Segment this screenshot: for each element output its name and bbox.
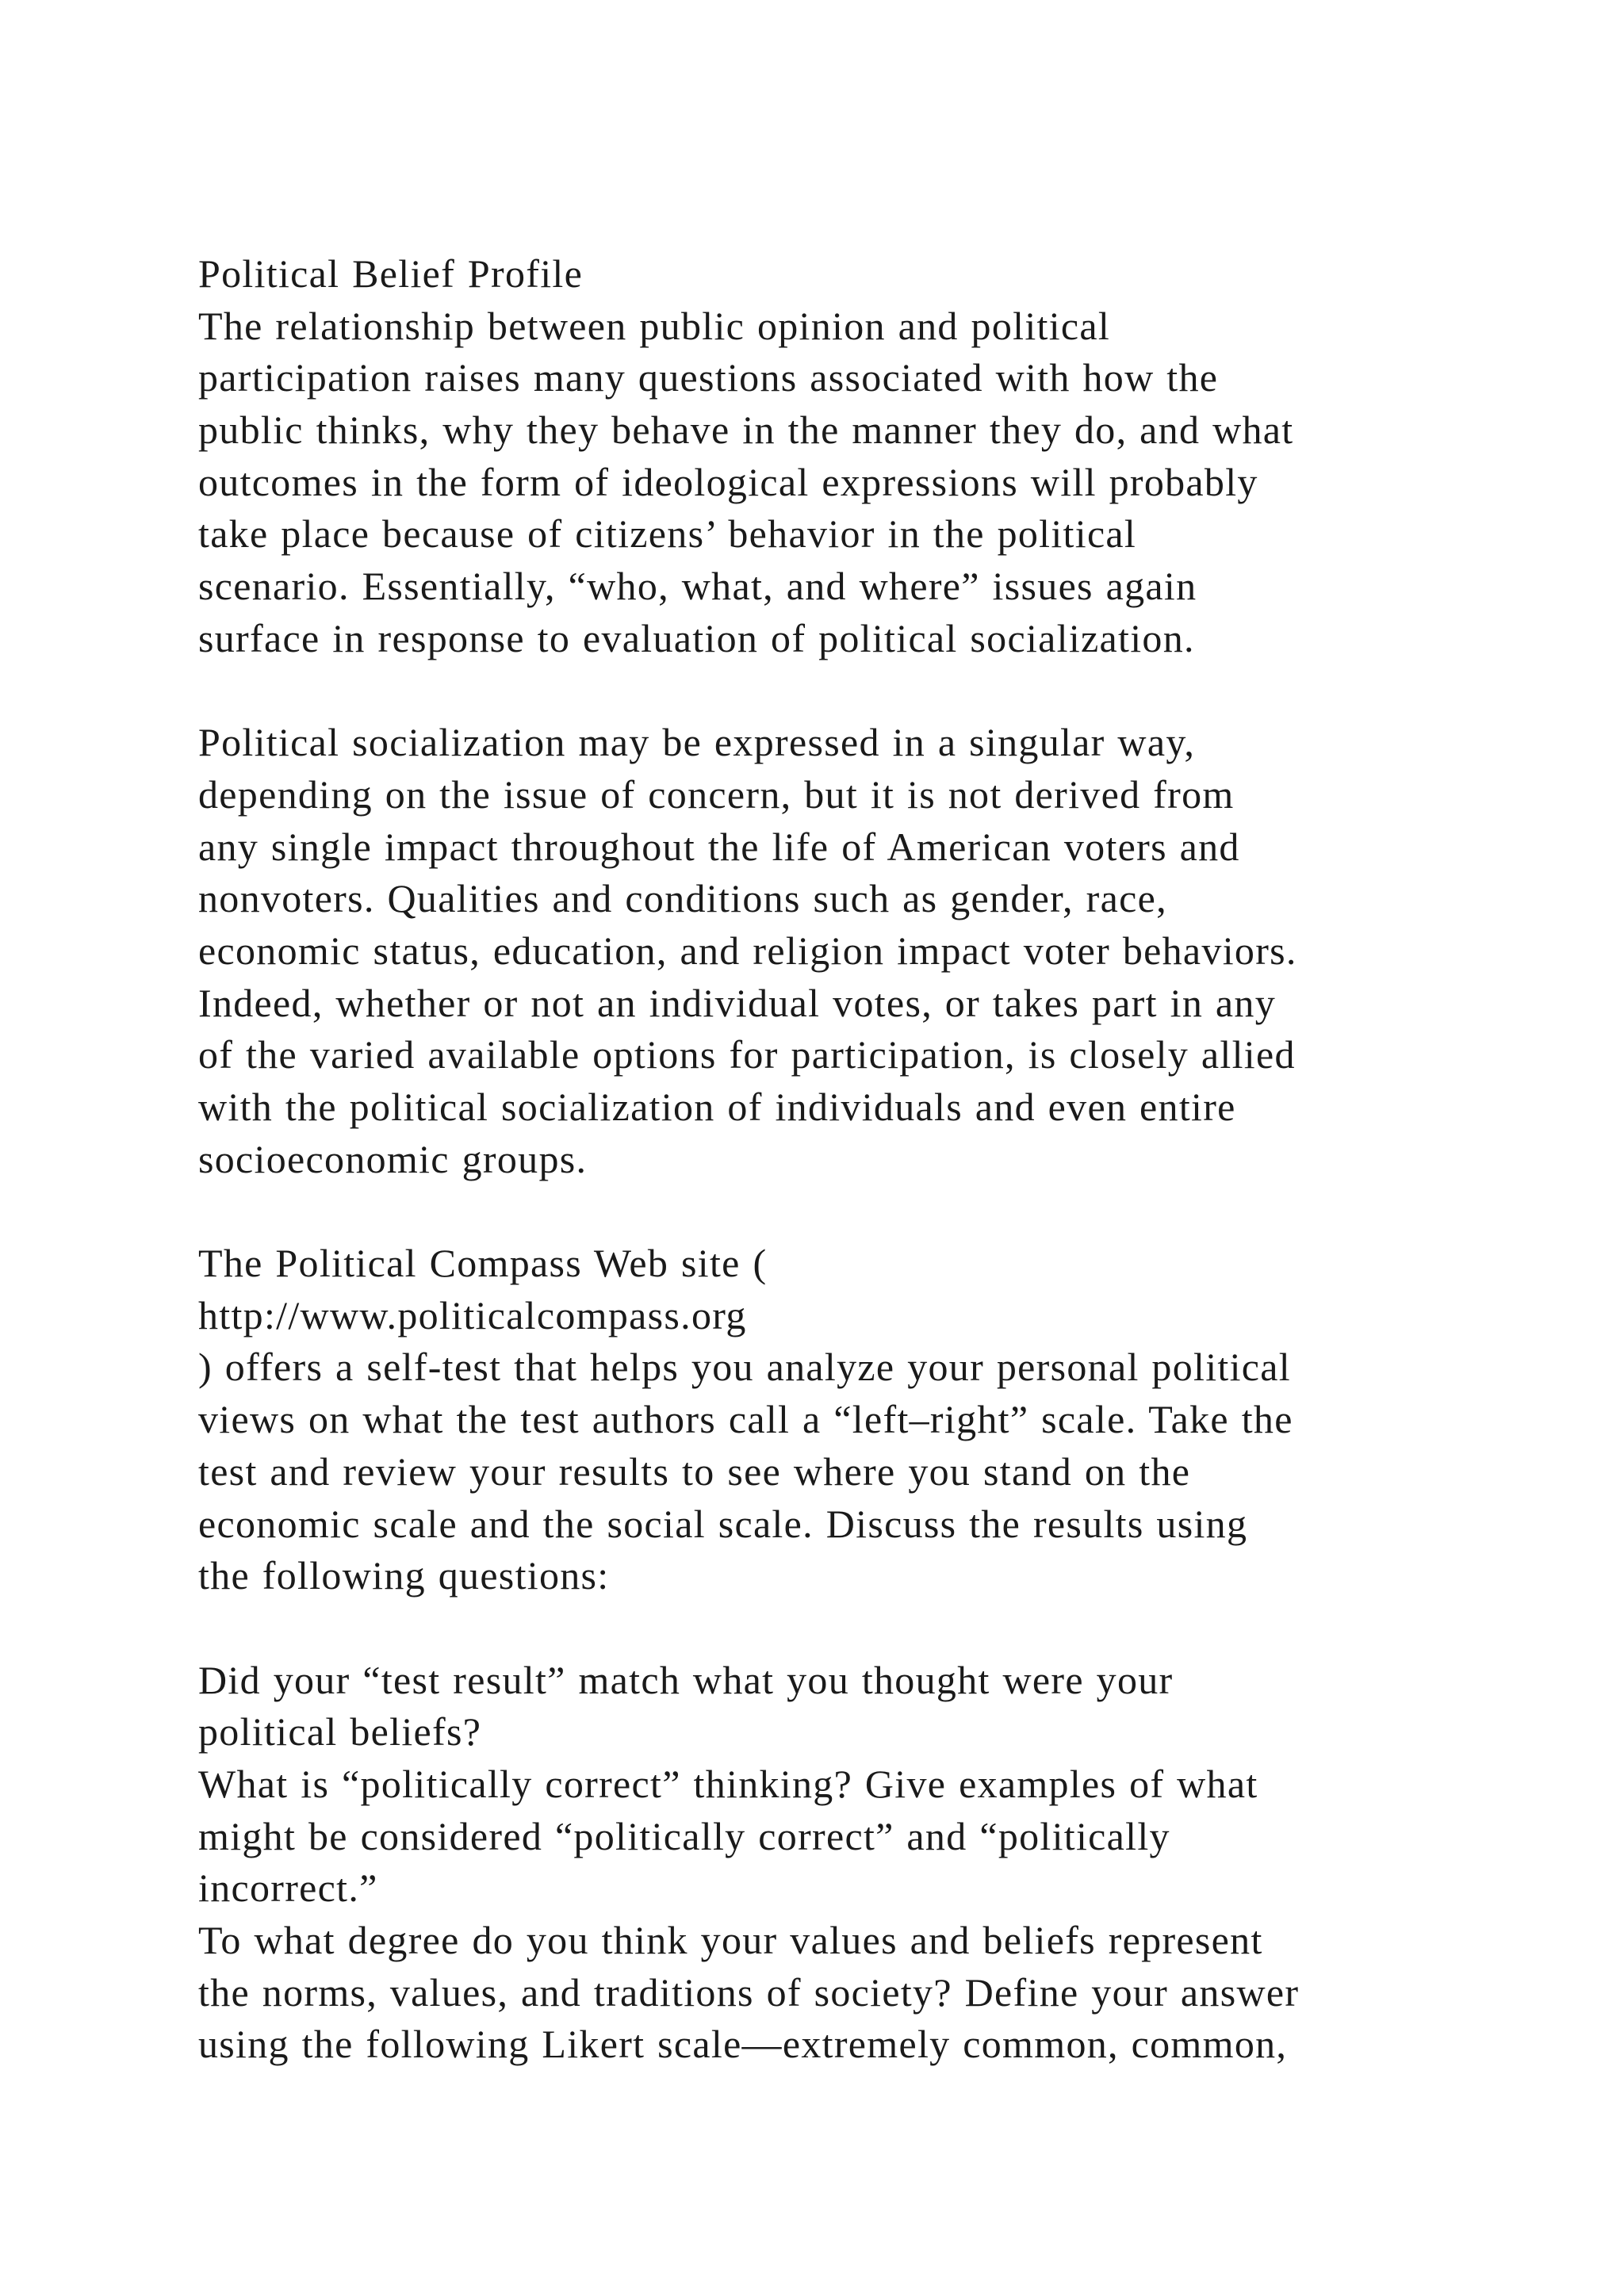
paragraph-line: of the varied available options for participation, is closely allied — [198, 1032, 1296, 1077]
paragraph-line: Political socialization may be expressed in a singular way, — [198, 720, 1196, 765]
paragraph-line: economic scale and the social scale. Discuss the results using — [198, 1501, 1248, 1546]
question-line: might be considered “politically correct” and “politically — [198, 1813, 1170, 1858]
paragraph-line: The Political Compass Web site ( — [198, 1241, 768, 1286]
paragraph-line: with the political socialization of individuals and even entire — [198, 1085, 1236, 1129]
paragraph-line: The relationship between public opinion and political — [198, 303, 1111, 348]
document-title: Political Belief Profile — [198, 251, 584, 296]
question-item — [198, 1655, 1594, 1758]
paragraph-line: depending on the issue of concern, but it is not derived from — [198, 771, 1235, 817]
question-line: incorrect.” — [198, 1866, 378, 1911]
question-line: What is “politically correct” thinking? Give examples of what — [198, 1761, 1258, 1806]
paragraph-socialization — [198, 717, 1594, 1185]
question-line: the norms, values, and traditions of society? Define your answer — [198, 1969, 1300, 2015]
question-item — [198, 1758, 1594, 1915]
paragraph-line: surface in response to evaluation of political socialization. — [198, 615, 1195, 660]
paragraph-line: Indeed, whether or not an individual votes, or takes part in any — [198, 980, 1277, 1025]
paragraph-spacer — [198, 665, 1594, 718]
paragraph-line: participation raises many questions associated with how the — [198, 355, 1219, 400]
paragraph-line: nonvoters. Qualities and conditions such as gender, race, — [198, 876, 1167, 921]
paragraph-line: public thinks, why they behave in the manner they do, and what — [198, 408, 1294, 453]
question-line: Did your “test result” match what you thought were your — [198, 1657, 1174, 1702]
paragraph-line: ) offers a self-test that helps you analyze your personal political — [198, 1345, 1291, 1390]
question-line: political beliefs? — [198, 1709, 482, 1755]
paragraph-intro — [198, 300, 1594, 665]
paragraph-line: test and review your results to see where you stand on the — [198, 1448, 1191, 1494]
paragraph-line: views on what the test authors call a “left–right” scale. Take the — [198, 1397, 1293, 1442]
paragraph-line: socioeconomic groups. — [198, 1136, 588, 1181]
paragraph-spacer — [198, 1602, 1594, 1655]
paragraph-line: scenario. Essentially, “who, what, and where” issues again — [198, 564, 1197, 609]
paragraph-line: any single impact throughout the life of American voters and — [198, 824, 1240, 869]
paragraph-line: outcomes in the form of ideological expressions will probably — [198, 459, 1258, 504]
question-line: To what degree do you think your values and beliefs represent — [198, 1918, 1263, 1962]
question-list — [198, 1655, 1594, 2072]
paragraph-line: the following questions: — [198, 1553, 610, 1598]
question-item — [198, 1915, 1594, 2071]
paragraph-spacer — [198, 1185, 1594, 1238]
compass-link: http://www.politicalcompass.org — [198, 1292, 747, 1337]
paragraph-line: economic status, education, and religion impact voter behaviors. — [198, 928, 1297, 973]
document-body — [198, 248, 1594, 2071]
question-line: using the following Likert scale—extremely common, common, — [198, 2022, 1288, 2067]
paragraph-compass — [198, 1238, 1594, 1602]
paragraph-line: take place because of citizens’ behavior in the political — [198, 511, 1137, 557]
